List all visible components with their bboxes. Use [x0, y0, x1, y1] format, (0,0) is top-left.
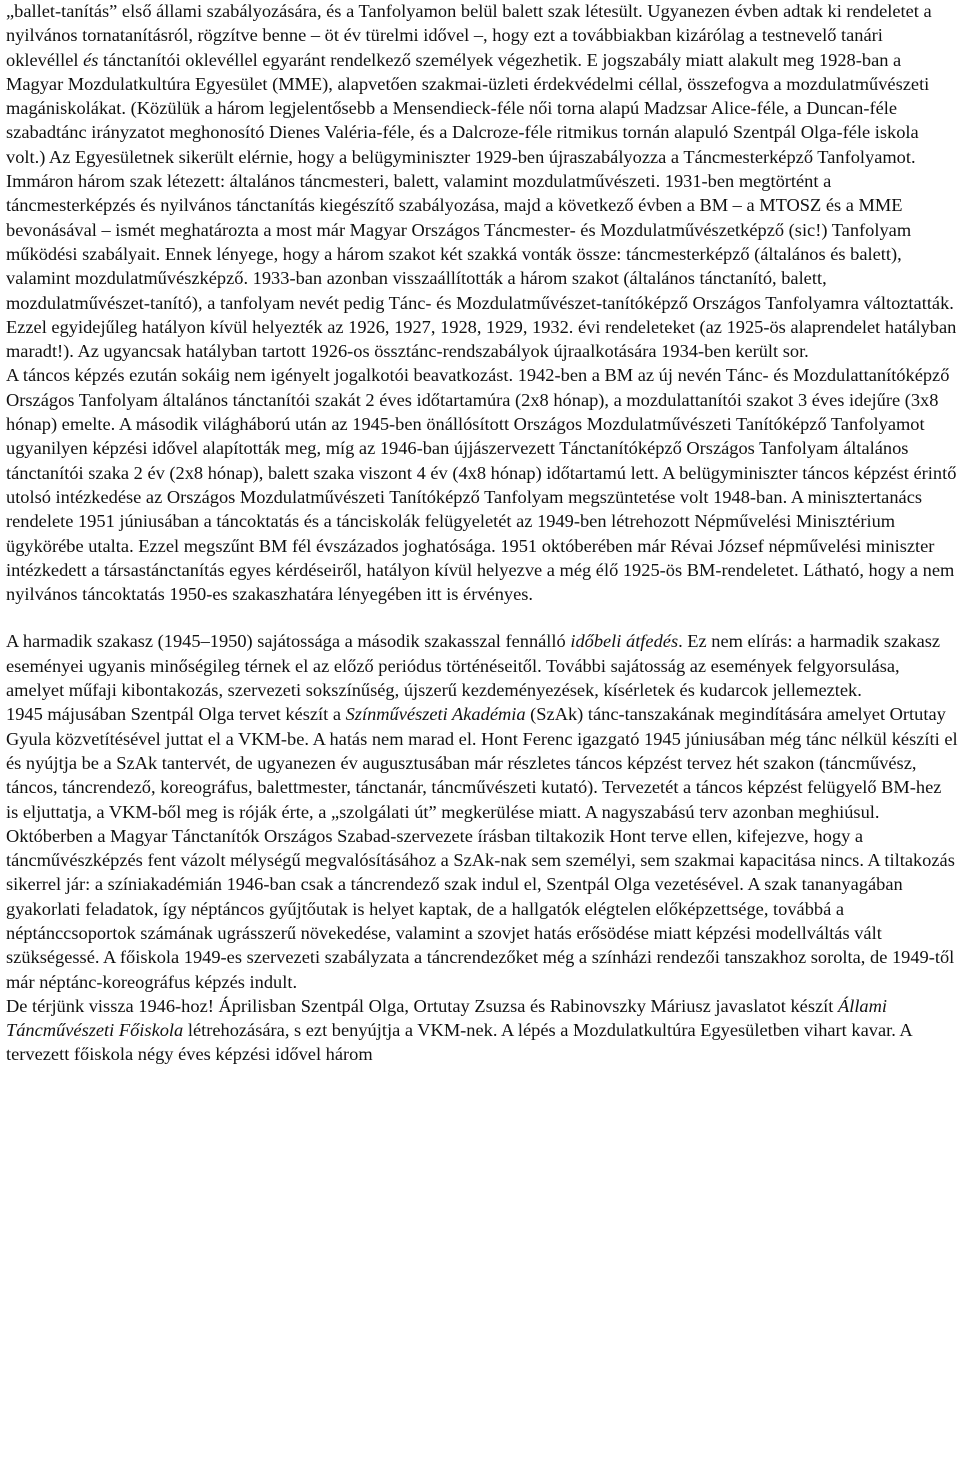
- italic-text: időbeli átfedés: [570, 631, 679, 652]
- paragraph-text: A harmadik szakasz (1945–1950) sajátossága a második szakasszal fennálló: [6, 631, 571, 652]
- body-paragraph: [6, 0, 958, 363]
- italic-text: és: [83, 49, 99, 70]
- body-paragraph: [6, 629, 958, 702]
- paragraph-text: (SzAk) tánc-tanszakának megindítására amelyet Ortutay Gyula közvetítésével juttat el a VKM-be. A hatás nem marad el. Hont Ferenc igazgató 1945 júniusában még tánc nélkül készíti el és nyújtja be a SzAk tantervét, de ugyanezen év augusztusában már részletes táncos képzést tervez hét szakon (táncművész, táncos, táncrendező, koreográfus, balettmester, tánctanár, táncművészeti kutató). Tervezetét a táncos képzést felügyelő BM-hez is eljuttatja, a VKM-ből meg is róják érte, a „szolgálati út” megkerülése miatt. A nagyszabású terv azonban meghiúsul. Októberben a Magyar Tánctanítók Országos Szabad-szervezete írásban tiltakozik Hont terve ellen, kifejezve, hogy a táncművészképzés fent vázolt mélységű megvalósításához a SzAk-nak sem személyi, sem szakmai kapacitása nincs. A tiltakozás sikerrel jár: a színiakadémián 1946-ban csak a táncrendező szak indul el, Szentpál Olga vezetésével. A szak tananyagában gyakorlati feladatok, így néptáncos gyűjtőutak is helyet kaptak, de a hallgatók elégtelen előképzettsége, továbbá a néptánccsoportok számának ugrásszerű növekedése, valamint a szovjet hatás erősödése miatt képzési modellváltás vált szükségessé. A főiskola 1949-es szervezeti szabályzata a táncrendezőket még a színházi rendezői tanszakhoz sorolta, de 1949-től már néptánc-koreográfus képzés indult.: [6, 704, 958, 992]
- paragraph-text: De térjünk vissza 1946-hoz! Áprilisban Szentpál Olga, Ortutay Zsuzsa és Rabinovszky Máriusz javaslatot készít: [6, 995, 838, 1016]
- paragraph-text: 1945 májusában Szentpál Olga tervet készít a: [6, 704, 346, 725]
- italic-text: Színművészeti Akadémia: [345, 704, 526, 725]
- paragraph-text: . Ez nem elírás: a harmadik szakasz eseményei ugyanis minőségileg térnek el az előző periódus történéseitől. További sajátosság az események felgyorsulása, amelyet műfaji kibontakozás, szervezeti sokszínűség, újszerű kezdeményezések, kísérletek és kudarcok jellemeztek.: [6, 631, 941, 701]
- body-paragraph: [6, 994, 958, 1067]
- paragraph-text: létrehozására, s ezt benyújtja a VKM-nek. A lépés a Mozdulatkultúra Egyesületben vihart kavar. A tervezett főiskola négy éves képzési idővel három: [6, 1020, 912, 1065]
- paragraph-text: tánctanítói oklevéllel egyaránt rendelkező személyek végezhetik. E jogszabály miatt alakult meg 1928-ban a Magyar Mozdulatkultúra Egyesület (MME), alapvetően szakmai-üzleti érdekvédelmi céllal, összefogva a mozdulatművészeti magániskolákat. (Közülük a három legjelentősebb a Mensendieck-féle női torna alapú Madzsar Alice-féle, a Duncan-féle szabadtánc irányzatot meghonosító Dienes Valéria-féle, és a Dalcroze-féle ritmikus tornán alapuló Szentpál Olga-féle iskola volt.) Az Egyesületnek sikerült elérnie, hogy a belügyminiszter 1929-ben újraszabályozza a Táncmesterképző Tanfolyamot. Immáron három szak létezett: általános táncmesteri, balett, valamint mozdulatművészeti. 1931-ben megtörtént a táncmesterképzés és nyilvános tánctanítás kiegészítő szabályozása, majd a következő évben a BM – a MTOSZ és a MME bevonásával – ismét meghatározta a most már Magyar Országos Táncmester- és Mozdulatművészetképző (sic!) Tanfolyam működési szabályait. Ennek lényege, hogy a három szakot két szakká vonták össze: táncmesterképző (általános és balett), valamint mozdulatművészképző. 1933-ban azonban visszaállították a három szakot (általános tánctanító, balett, mozdulatművészet-tanító), a tanfolyam nevét pedig Tánc- és Mozdulatművészet-tanítóképző Országos Tanfolyamra változtatták. Ezzel egyidejűleg hatályon kívül helyezték az 1926, 1927, 1928, 1929, 1932. évi rendeleteket (az 1925-ös alaprendelet hatályban maradt!). Az ugyancsak hatályban tartott 1926-os össztánc-rendszabályok újraalkotására 1934-ben került sor.: [6, 49, 957, 362]
- body-paragraph: [6, 702, 958, 994]
- paragraph-text: „ballet-tanítás” első állami szabályozására, és a Tanfolyamon belül balett szak létesült. Ugyanezen évben adtak ki rendeletet a nyilvános tornatanításról, rögzítve benne – öt év türelmi idővel –, hogy ezt a továbbiakban kizárólag a testnevelő tanári oklevéllel: [6, 1, 932, 70]
- italic-text: Állami Táncművészeti Főiskola: [6, 995, 888, 1041]
- paragraph-text: A táncos képzés ezután sokáig nem igényelt jogalkotói beavatkozást. 1942-ben a BM az új nevén Tánc- és Mozdulattanítóképző Országos Tanfolyam általános tánctanítói szakát 2 éves időtartamúra (2x8 hónap), a mozdulattanítói szakot 3 éves idejűre (3x8 hónap) emelte. A második világháború után az 1945-ben önállósított Országos Mozdulatművészeti Tanítóképző Tanfolyamot ugyanilyen képzési idővel alapították meg, míg az 1946-ban újjászervezett Tánctanítóképző Országos Tanfolyam általános tánctanítói szaka 2 év (2x8 hónap), balett szaka viszont 4 év (4x8 hónap) időtartamú lett. A belügyminiszter táncos képzést érintő utolsó intézkedése az Országos Mozdulatművészeti Tanítóképző Tanfolyam megszüntetése volt 1948-ban. A minisztertanács rendelete 1951 júniusában a táncoktatás és a tánciskolák felügyeletét az 1949-ben létrehozott Népművelési Minisztérium ügykörébe utalta. Ezzel megszűnt BM fél évszázados joghatósága. 1951 októberében már Révai József népművelési miniszter intézkedett a társastánctanítás egyes kérdéseiről, hatályon kívül helyezve a még élő 1925-ös BM-rendeletet. Látható, hogy a nem nyilvános táncoktatás 1950-es szakaszhatára lényegében itt is érvényes.: [6, 365, 957, 605]
- paragraph-spacer: [6, 606, 958, 629]
- body-paragraph: [6, 363, 958, 606]
